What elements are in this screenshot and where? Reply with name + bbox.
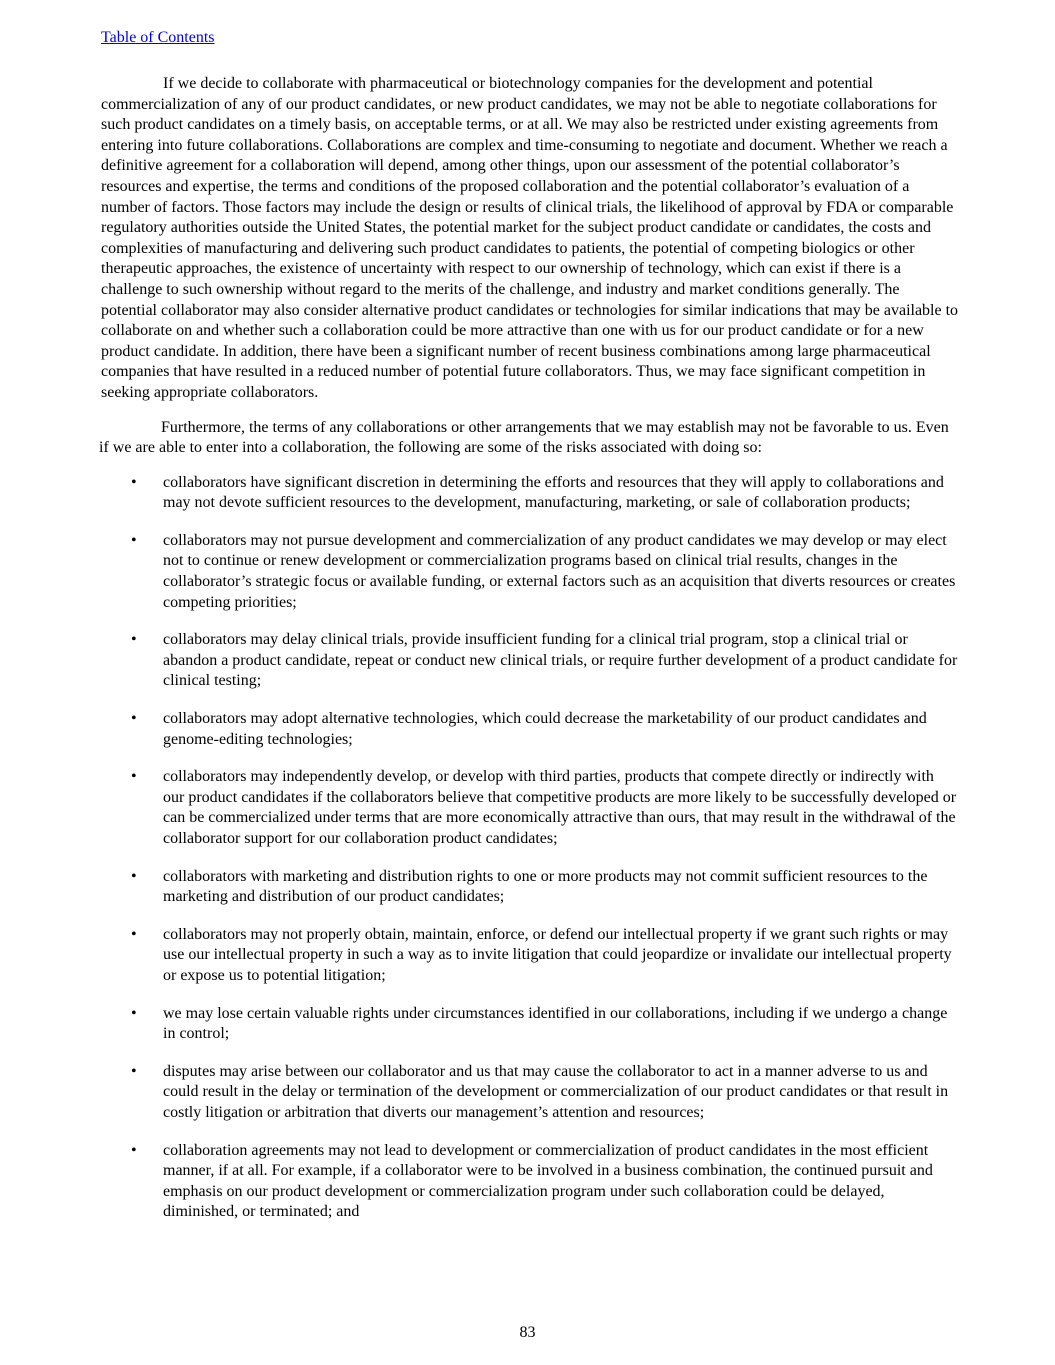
bullet-icon: • [131, 631, 137, 649]
risk-text: we may lose certain valuable rights under circumstances identified in our collaborations, including if we undergo a change in control; [163, 1004, 948, 1043]
risk-text: collaborators may not pursue development and commercialization of any product candidates we may develop or may elect not to continue or renew development or commercialization programs based on clinical trial results, changes in the collaborator’s strategic focus or available funding, or external factors such as an acquisition that diverts resources or creates competing priorities; [163, 531, 956, 611]
risk-list-item [101, 1141, 959, 1223]
risk-list-item [101, 867, 959, 908]
bullet-icon: • [131, 1062, 137, 1080]
risk-text: collaborators may adopt alternative technologies, which could decrease the marketability of our product candidates and genome-editing technologies; [163, 710, 927, 748]
risk-text: collaborators may delay clinical trials, provide insufficient funding for a clinical trial program, stop a clinical trial or abandon a product candidate, repeat or conduct new clinical trials, or require further development of a product candidate for clinical testing; [163, 631, 958, 690]
risk-list-item [101, 1062, 959, 1124]
bullet-icon: • [131, 768, 137, 786]
risk-text: collaborators have significant discretion in determining the efforts and resources that they will apply to collaborations and may not devote sufficient resources to the development, manufacturing, marketing, or sale of collaboration products; [163, 473, 944, 512]
document-body [101, 74, 959, 1240]
bullet-icon: • [131, 1141, 137, 1159]
risk-list [101, 473, 959, 1223]
risk-list-item [101, 709, 959, 750]
bullet-icon: • [131, 925, 137, 943]
risk-text: collaborators with marketing and distribution rights to one or more products may not commit sufficient resources to the marketing and distribution of our product candidates; [163, 867, 928, 906]
risk-text: disputes may arise between our collaborator and us that may cause the collaborator to act in a manner adverse to us and could result in the delay or termination of the development or commercialization of our product candidates or that result in costly litigation or arbitration that diverts our management’s attention and resources; [163, 1062, 949, 1121]
risk-text: collaboration agreements may not lead to development or commercialization of product candidates in the most efficient manner, if at all. For example, if a collaborator were to be involved in a business combination, the continued pursuit and emphasis on our product development or commercialization program under such collaboration could be delayed, diminished, or terminated; and [163, 1141, 933, 1221]
risk-text: collaborators may independently develop, or develop with third parties, products that compete directly or indirectly with our product candidates if the collaborators believe that competitive products are more likely to be successfully developed or can be commercialized under terms that are more economically attractive than ours, that may result in the withdrawal of the collaborator support for our collaboration product candidates; [163, 768, 957, 847]
bullet-icon: • [131, 531, 137, 549]
risk-list-item [101, 925, 959, 987]
page-number: 83 [519, 1324, 536, 1341]
risk-text: collaborators may not properly obtain, maintain, enforce, or defend our intellectual property if we grant such rights or may use our intellectual property in such a way as to invite litigation that could jeopardize or invalidate our intellectual property or expose us to potential litigation; [163, 925, 952, 984]
risk-list-item [101, 630, 959, 692]
bullet-icon: • [131, 473, 137, 491]
bullet-icon: • [131, 1004, 137, 1022]
table-of-contents-link[interactable]: Table of Contents [101, 29, 215, 46]
paragraph-collaboration-risks-intro: Furthermore, the terms of any collaborations or other arrangements that we may establish may not be favorable to us. Even if we are able to enter into a collaboration, the following are some of the risks associated with doing so: [99, 418, 949, 457]
risk-list-item [101, 1004, 959, 1045]
risk-list-item [101, 531, 959, 613]
risk-list-item [101, 767, 959, 849]
risk-list-item [101, 473, 959, 514]
bullet-icon: • [131, 710, 137, 728]
bullet-icon: • [131, 867, 137, 885]
paragraph-collaboration-negotiation: If we decide to collaborate with pharmaceutical or biotechnology companies for the development and potential commercialization of any of our product candidates, or new product candidates, we may not be able to negotiate collaborations for such product candidates on a timely basis, on acceptable terms, or at all. We may also be restricted under existing agreements from entering into future collaborations. Collaborations are complex and time-consuming to negotiate and document. Whether we reach a definitive agreement for a collaboration will depend, among other things, upon our assessment of the potential collaborator’s resources and expertise, the terms and conditions of the proposed collaboration and the potential collaborator’s evaluation of a number of factors. Those factors may include the design or results of clinical trials, the likelihood of approval by FDA or comparable regulatory authorities outside the United States, the potential market for the subject product candidate or candidates, the costs and complexities of manufacturing and delivering such product candidates to patients, the potential of competing biologics or other therapeutic approaches, the existence of uncertainty with respect to our ownership of technology, which can exist if there is a challenge to such ownership without regard to the merits of the challenge, and industry and market conditions generally. The potential collaborator may also consider alternative product candidates or technologies for similar indications that may be available to collaborate on and whether such a collaboration could be more attractive than one with us for our product candidate or for a new product candidate. In addition, there have been a significant number of recent business combinations among large pharmaceutical companies that have resulted in a reduced number of potential future collaborators. Thus, we may face significant competition in seeking appropriate collaborators. [101, 75, 959, 401]
